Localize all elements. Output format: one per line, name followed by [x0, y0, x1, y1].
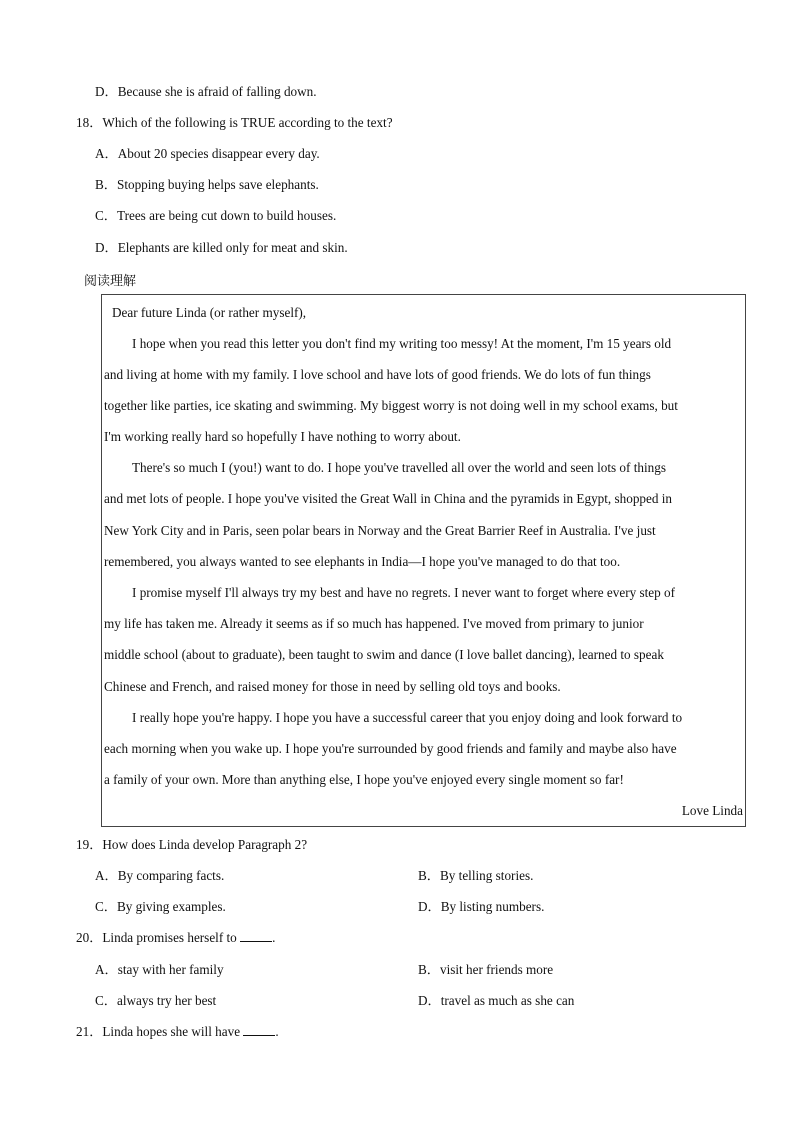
- q19-option-d: D．By listing numbers.: [418, 899, 545, 914]
- letter-line: my life has taken me. Already it seems as if so much has happened. I've moved from primary to junior: [104, 616, 644, 631]
- letter-signoff: Love Linda: [681, 803, 743, 818]
- letter-line: and met lots of people. I hope you've visited the Great Wall in China and the pyramids in Egypt, shopped in: [104, 491, 673, 506]
- q21-stem-line: 21．Linda hopes she will have .: [76, 1024, 279, 1039]
- letter-line: middle school (about to graduate), been taught to swim and dance (I love ballet dancing), learned to speak: [104, 647, 664, 662]
- q20-option-c: C．always try her best: [95, 993, 217, 1008]
- letter-salutation: Dear future Linda (or rather myself),: [112, 305, 307, 320]
- letter-line: I'm working really hard so hopefully I have nothing to worry about.: [104, 429, 461, 444]
- letter-line: and living at home with my family. I love school and have lots of good friends. We do lots of fun things: [104, 367, 651, 382]
- letter-line: a family of your own. More than anything else, I hope you've enjoyed every single moment so far!: [104, 772, 624, 787]
- letter-line: remembered, you always wanted to see elephants in India—I hope you've managed to do that too.: [104, 554, 621, 569]
- letter-line: There's so much I (you!) want to do. I hope you've travelled all over the world and seen lots of things: [132, 460, 666, 475]
- q18-option-d: D．Elephants are killed only for meat and skin.: [95, 240, 348, 255]
- letter-line: I promise myself I'll always try my best and have no regrets. I never want to forget where every step of: [132, 585, 676, 600]
- letter-line: New York City and in Paris, seen polar bears in Norway and the Great Barrier Reef in Australia. I've just: [104, 523, 656, 538]
- q21-stem: 21．Linda hopes she will have: [76, 1024, 241, 1039]
- q20-stem-line: 20．Linda promises herself to .: [76, 930, 276, 945]
- answer-blank: [240, 930, 272, 942]
- letter-line: I hope when you read this letter you don't find my writing too messy! At the moment, I'm 15 years old: [132, 336, 672, 351]
- letter-line: Chinese and French, and raised money for those in need by selling old toys and books.: [104, 679, 561, 694]
- q18-option-a: A．About 20 species disappear every day.: [95, 146, 320, 161]
- q20-stem: 20．Linda promises herself to: [76, 930, 237, 945]
- letter-line: together like parties, ice skating and swimming. My biggest worry is not doing well in my school exams, but: [104, 398, 678, 413]
- q19-option-c: C．By giving examples.: [95, 899, 226, 914]
- letter-box: [101, 294, 746, 827]
- q17-option-d: D．Because she is afraid of falling down.: [95, 84, 317, 99]
- letter-line: I really hope you're happy. I hope you have a successful career that you enjoy doing and look forward to: [132, 710, 683, 725]
- q20-option-a: A．stay with her family: [95, 962, 224, 977]
- q18-option-c: C．Trees are being cut down to build houses.: [95, 208, 337, 223]
- letter-line: each morning when you wake up. I hope you're surrounded by good friends and family and maybe also have: [104, 741, 677, 756]
- q18-stem: 18．Which of the following is TRUE according to the text?: [76, 115, 393, 130]
- q20-option-d: D．travel as much as she can: [418, 993, 575, 1008]
- section-title: 阅读理解: [84, 274, 137, 289]
- q19-stem: 19．How does Linda develop Paragraph 2?: [76, 837, 308, 852]
- answer-blank: [243, 1024, 275, 1036]
- q20-option-b: B．visit her friends more: [418, 962, 554, 977]
- q18-option-b: B．Stopping buying helps save elephants.: [95, 177, 319, 192]
- q19-option-b: B．By telling stories.: [418, 868, 534, 883]
- q19-option-a: A．By comparing facts.: [95, 868, 225, 883]
